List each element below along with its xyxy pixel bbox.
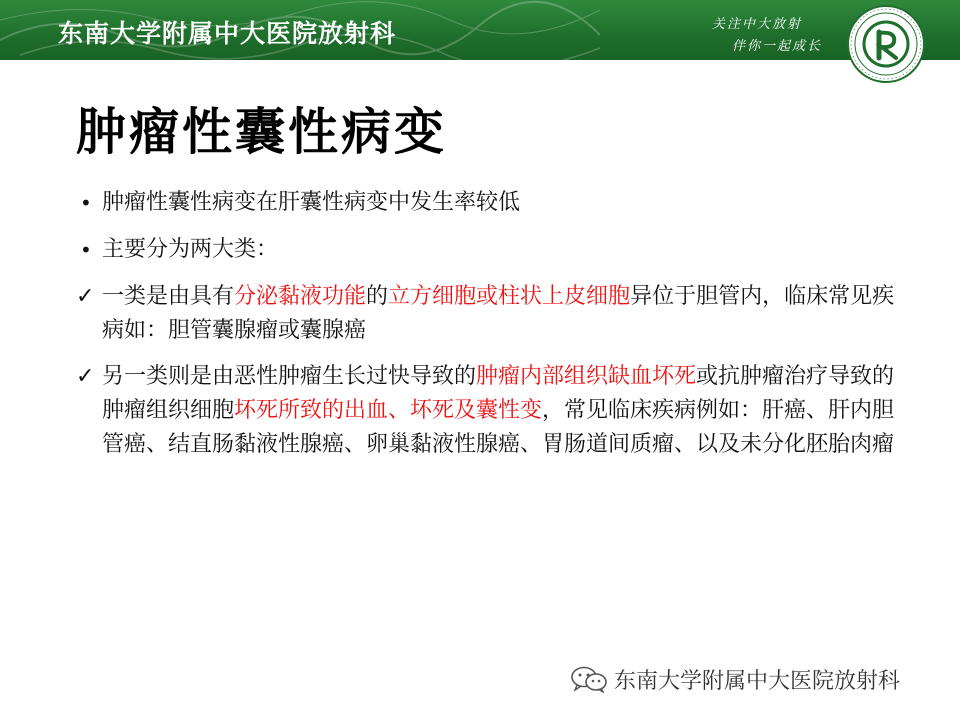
wechat-icon [570,665,608,693]
bullet-item [74,360,904,462]
checkmark-icon: ✓ [76,364,95,389]
footer-watermark [570,664,900,694]
bullet-list [74,186,904,474]
slide-title: 肿瘤性囊性病变 [76,103,447,161]
checkmark-icon: ✓ [76,284,95,309]
bullet-item [74,233,904,267]
bullet-text: 的 [366,284,389,309]
slogan-line-2: 伴你一起成长 [732,39,823,54]
watermark-text: 东南大学附属中大医院放射科 [614,668,901,694]
bullet-text: 主要分为两大类： [102,237,279,262]
bullet-item [74,280,904,348]
bullet-dot-icon: • [80,238,92,262]
highlighted-text: 肿瘤内部组织缺血坏死 [476,364,697,389]
highlighted-text: 分泌黏液功能 [234,284,367,309]
bullet-text: ，常见临床疾病例如：肝癌、肝内胆管癌、结直肠黏液性腺癌、卵巢黏液性腺癌、胃肠道间质瘤、以及未分化胚胎肉瘤 [102,398,895,457]
bullet-text: 肿瘤性囊性病变在肝囊性病变中发生率较低 [102,190,521,215]
header-title: 东南大学附属中大医院放射科 [58,19,397,48]
department-seal-logo-icon [846,4,926,84]
slogan-line-1: 关注中大放射 [712,17,803,32]
header-band [0,0,960,60]
bullet-text: 另一类则是由恶性肿瘤生长过快导致的 [102,364,477,389]
bullet-text: 或抗肿瘤治疗导致的肿瘤组织细胞 [102,364,895,423]
bullet-item [74,186,904,220]
highlighted-text: 立方细胞或柱状上皮细胞 [388,284,631,309]
bullet-dot-icon: • [80,191,92,215]
bullet-text: 一类是由具有 [102,284,235,309]
highlighted-text: 坏死所致的出血、坏死及囊性变 [234,398,543,423]
bullet-text: 异位于胆管内，临床常见疾病如：胆管囊腺瘤或囊腺癌 [102,284,895,343]
